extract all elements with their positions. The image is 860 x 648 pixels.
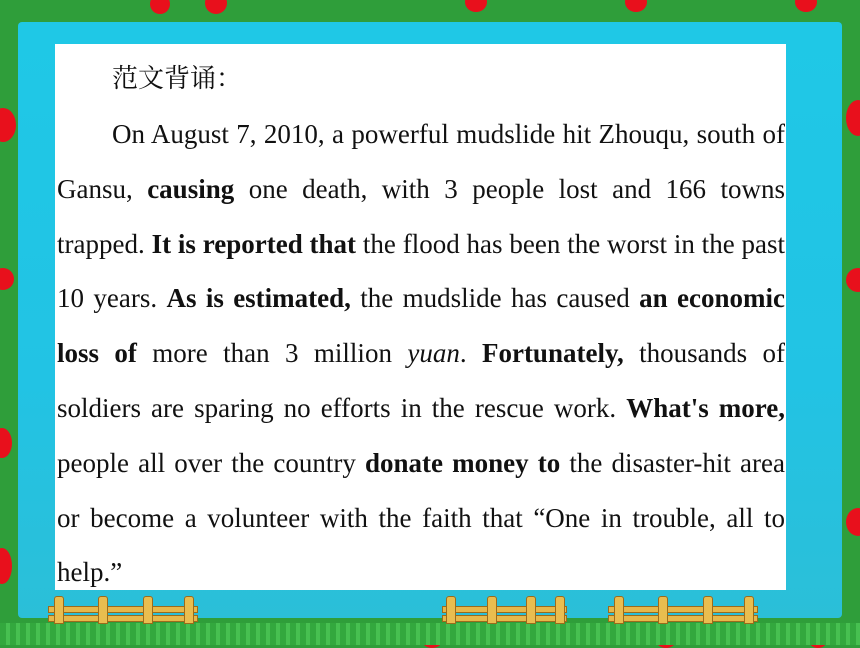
text-segment: On August 7, 2010, a powerful mudslide hit Zhouqu, south of Gansu, (57, 119, 785, 204)
heading: 范文背诵： (112, 64, 243, 94)
fence-decoration (442, 602, 567, 622)
text-segment: the disaster-hit area or become a volunteer with the faith that “One in trouble, all to help.” (57, 447, 785, 588)
text-segment: one death, with 3 people lost and 166 towns trapped. (57, 173, 785, 259)
italic-word: yuan (407, 338, 460, 369)
text-segment: thousands of soldiers are sparing no efforts in the rescue work. (57, 338, 785, 423)
decorative-dot (150, 0, 170, 14)
decorative-dot (846, 100, 860, 136)
text-segment: . (459, 338, 482, 369)
text-segment: the mudslide has caused (350, 283, 640, 314)
bold-phrase: donate money to (365, 447, 561, 478)
bold-phrase: Fortunately, (481, 338, 624, 369)
decorative-dot (795, 0, 817, 12)
fence-decoration (48, 602, 198, 622)
decorative-dot (846, 268, 860, 292)
fence-decoration (608, 602, 758, 622)
decorative-dot (846, 508, 860, 536)
decorative-dot (205, 0, 227, 14)
decorative-dot (625, 0, 647, 12)
bold-phrase: causing (147, 173, 235, 204)
text-segment: the flood has been the worst in the past 10 years. (57, 228, 786, 314)
text-segment: more than 3 million (136, 338, 408, 369)
decorative-dot (465, 0, 487, 12)
decorative-dot (0, 548, 12, 584)
decorative-dot (0, 108, 16, 142)
bold-phrase: What's more, (626, 392, 785, 423)
text-segment: people all over the country (57, 447, 366, 478)
essay-paragraph (57, 107, 785, 600)
grass-strip (0, 623, 860, 645)
bold-phrase: an economic loss of (57, 283, 786, 369)
bold-phrase: It is reported that (151, 228, 357, 259)
decorative-dot (0, 268, 14, 290)
bold-phrase: As is estimated, (166, 283, 351, 314)
decorative-dot (0, 428, 12, 458)
